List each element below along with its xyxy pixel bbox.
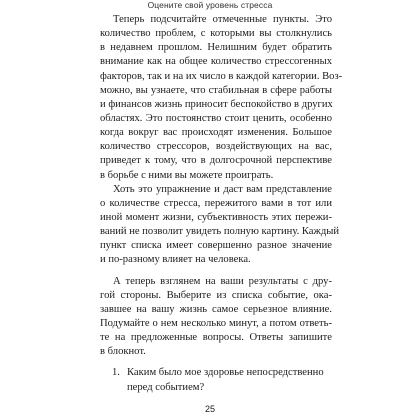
- text-line: областях. Это постоянство стоит ценить, особенно: [100, 112, 332, 124]
- text-line: когда вокруг вас происходят изменения. Большое: [100, 127, 332, 139]
- list-item: [100, 366, 332, 394]
- paragraph-gap: [100, 359, 332, 366]
- text-line: можно, вы узнаете, что стабильная в сфере работы: [100, 84, 332, 96]
- page-number: 25: [204, 404, 215, 414]
- text-line: количество стрессоров, воздействующих на вас,: [100, 141, 332, 153]
- body-text: [100, 13, 343, 395]
- text-line: Хоть это упражнение и даст вам представление: [113, 183, 332, 195]
- running-head: Оцените свой уровень стресса: [147, 0, 273, 10]
- text-line: количество проблем, с которыми вы столкнулись: [100, 28, 332, 40]
- numbered-list: [100, 366, 332, 394]
- text-line: в недавнем прошлом. Нелишним будет обратить: [100, 42, 332, 54]
- text-line: и по-разному влияет на человека.: [100, 254, 251, 266]
- text-line: гой стороны. Выберите из списка событие, ока-: [100, 289, 332, 301]
- text-line: внимание как на общее количество стрессогенных: [100, 56, 332, 68]
- paragraph-1: [100, 13, 343, 183]
- text-line: ваний не позволит увидеть полную картину. Каждый: [100, 226, 339, 238]
- list-item-continuation: перед событием?: [127, 381, 205, 393]
- list-item-first-line: [100, 366, 332, 380]
- text-line: Подумайте о нем несколько минут, а потом ответь-: [100, 317, 332, 329]
- text-line: те на предложенные вопросы. Ответы запишите: [100, 332, 332, 344]
- text-line: о количестве стресса, пережитого вами в тот или: [100, 197, 332, 209]
- text-line: в блокнот.: [100, 346, 146, 358]
- text-line: в борьбе с ними вы можете проиграть.: [100, 169, 274, 181]
- paragraph-gap: [100, 268, 332, 275]
- text-line: факторов, так и на их число в каждой категории. Воз-: [100, 70, 343, 82]
- text-line: и финансов жизнь приносит беспокойство в других: [100, 98, 333, 110]
- text-line: иной момент жизни, субъективность этих пережи-: [100, 211, 332, 223]
- text-line: пункт списка имеет совершенно разное значение: [100, 240, 332, 252]
- text-line: А теперь взглянем на ваши результаты с дру-: [113, 275, 332, 287]
- paragraph-3: [100, 275, 332, 360]
- paragraph-2: [100, 183, 339, 268]
- list-item-text: Каким было мое здоровье непосредственно: [127, 367, 324, 379]
- text-line: Теперь подсчитайте отмеченные пункты. Это: [113, 14, 332, 25]
- list-item-number: 1.: [112, 367, 120, 379]
- text-line: приведет к тому, что в долгосрочной перспективе: [100, 155, 332, 167]
- text-line: завшее на вашу жизнь самое серьезное влияние.: [100, 303, 332, 315]
